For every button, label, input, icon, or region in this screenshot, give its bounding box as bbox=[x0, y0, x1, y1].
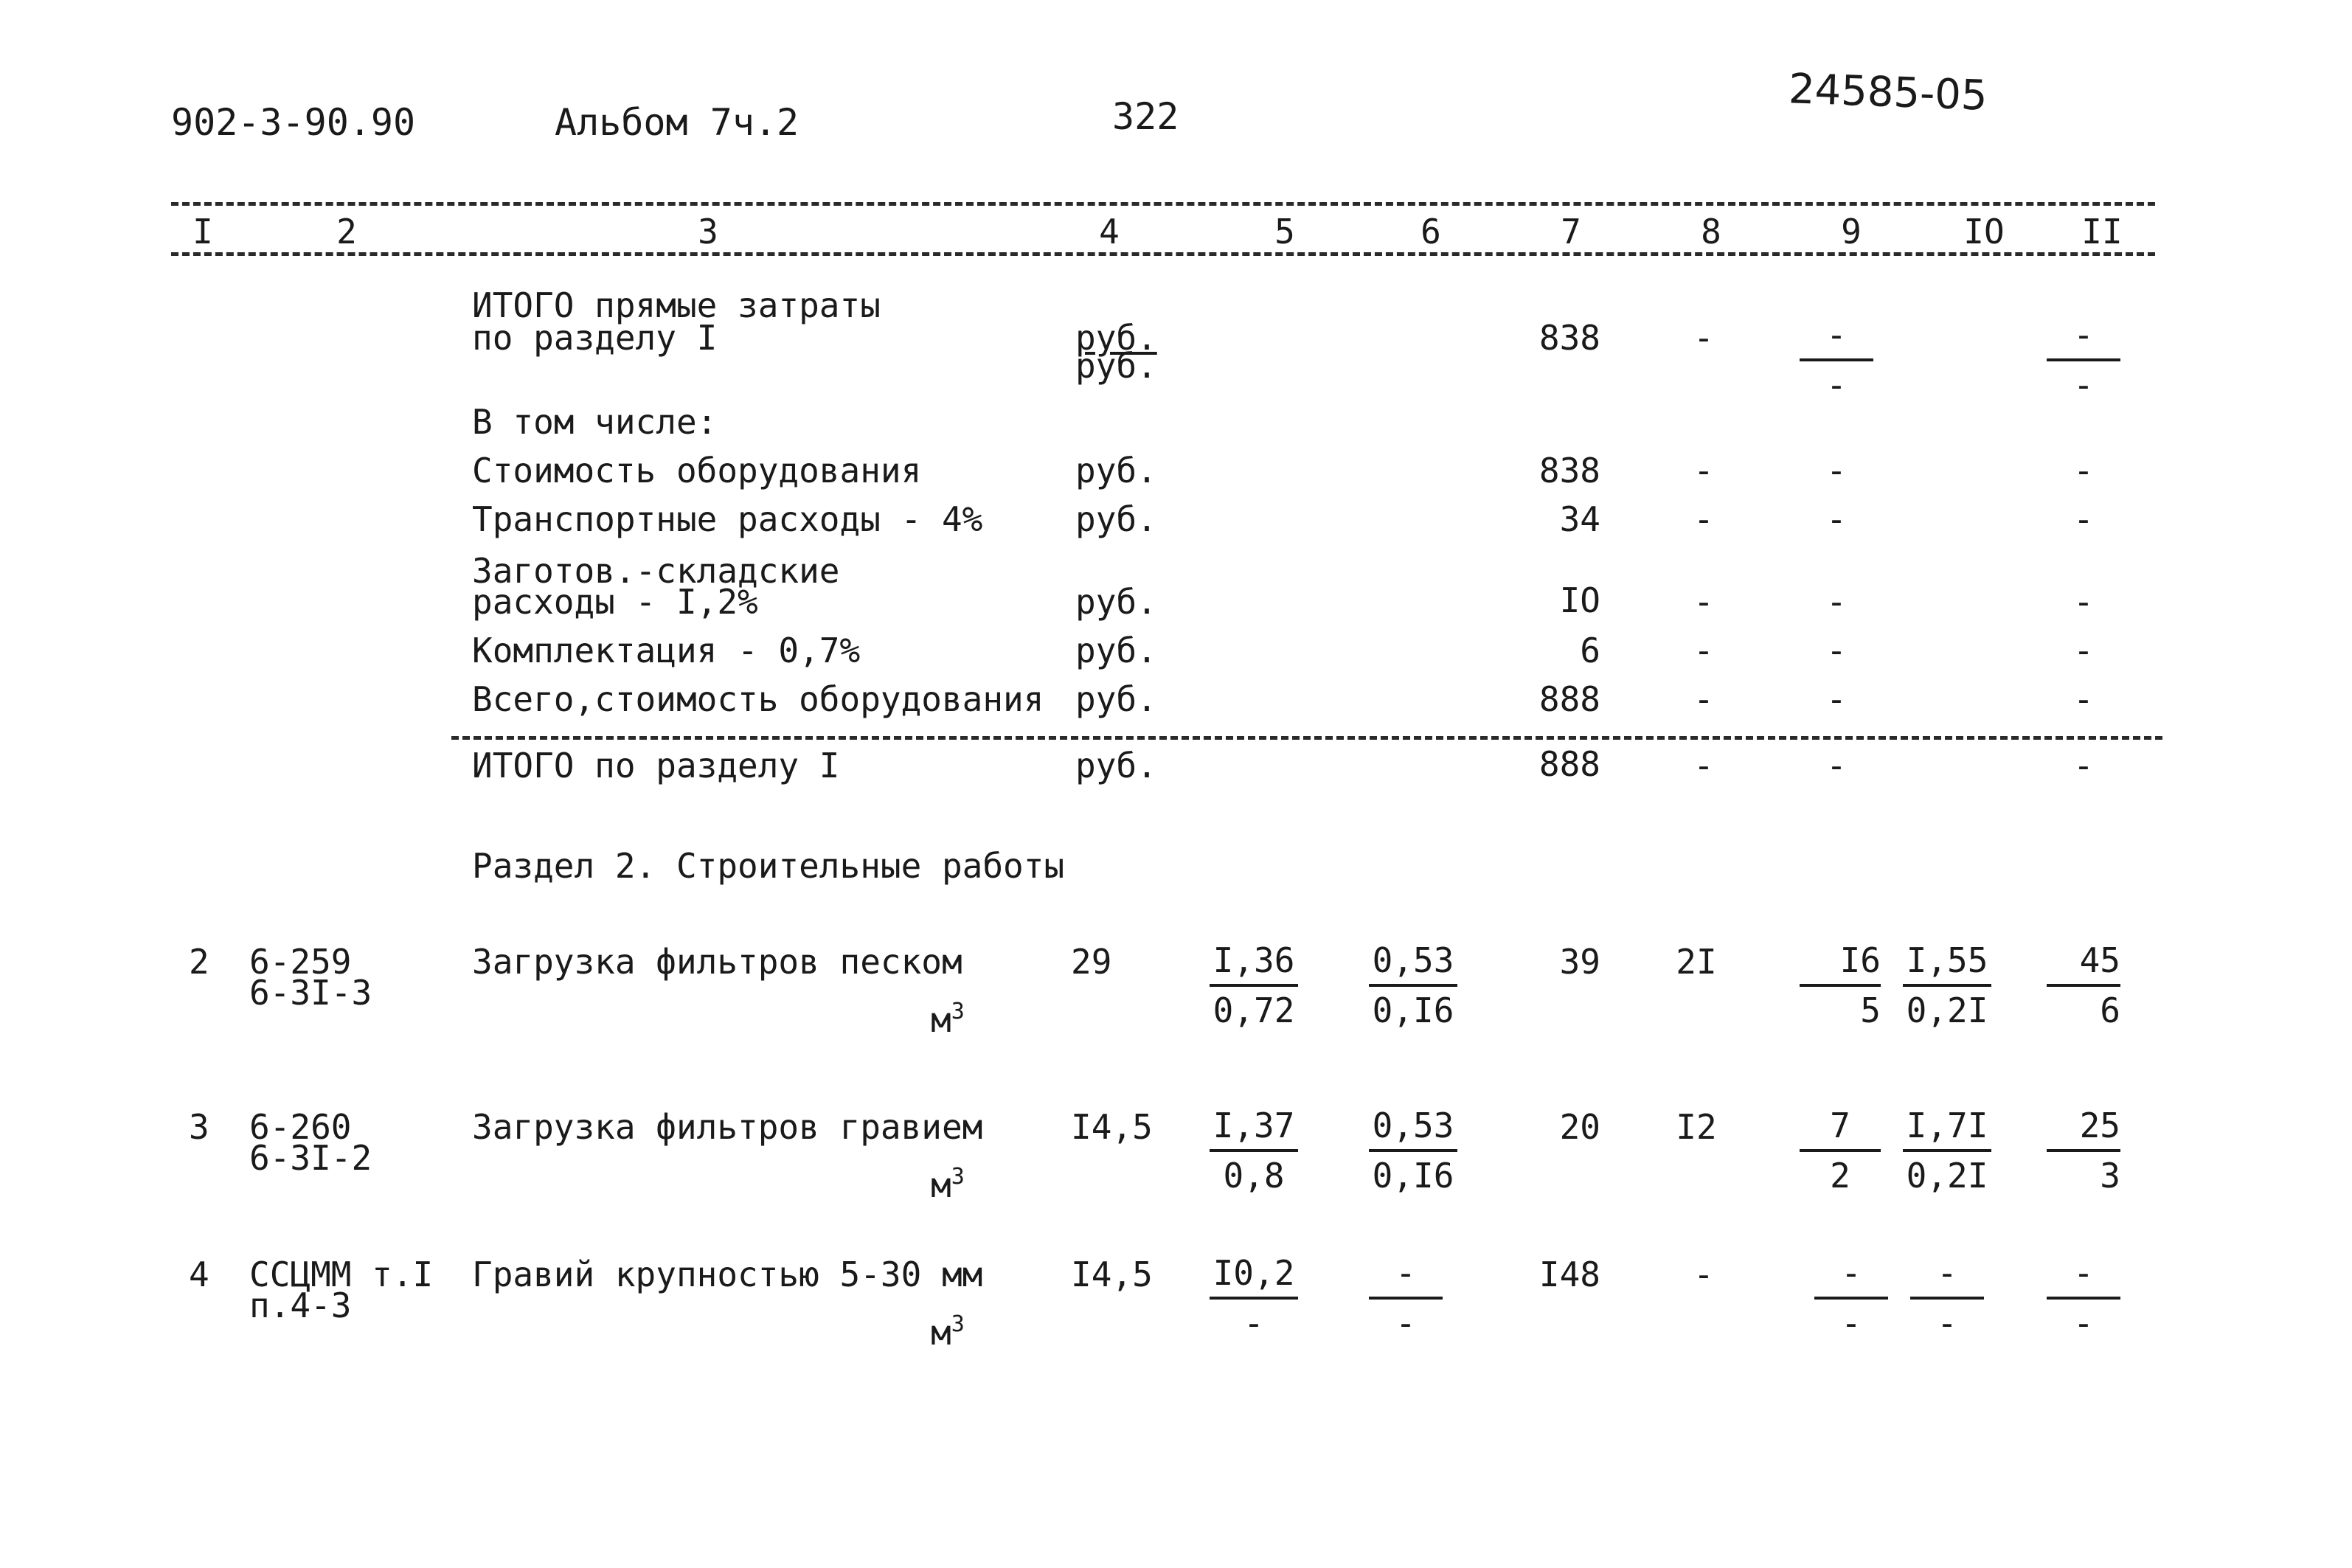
itogo-section-col9: - bbox=[1826, 746, 1847, 785]
row-col4: I4,5 bbox=[1071, 1107, 1153, 1147]
summary-row-label: Транспортные расходы - 4% bbox=[472, 499, 983, 539]
row-col9-d: 2 bbox=[1830, 1156, 1850, 1196]
col-7-header: 7 bbox=[1561, 212, 1581, 251]
zagot-col8: - bbox=[1693, 582, 1714, 622]
summary-row-col7: 888 bbox=[1538, 679, 1600, 719]
summary-row-col9: - bbox=[1826, 451, 1847, 490]
summary-row-unit: руб. bbox=[1075, 631, 1157, 670]
summary-row-unit: руб. bbox=[1075, 499, 1157, 539]
row-code-1: 6-260 bbox=[249, 1107, 352, 1147]
row-col10-n: I,55 bbox=[1903, 941, 1991, 987]
row-col7: I48 bbox=[1538, 1255, 1600, 1294]
row-col10-n: I,7I bbox=[1903, 1106, 1991, 1152]
col-3-header: 3 bbox=[698, 212, 718, 251]
row-col10 bbox=[1903, 941, 1991, 1030]
row-code-2: п.4-3 bbox=[249, 1286, 352, 1325]
row-number: 4 bbox=[189, 1255, 209, 1294]
row-unit-base: м bbox=[931, 1313, 951, 1353]
row-col11-d: 6 bbox=[2100, 991, 2120, 1030]
col-2-header: 2 bbox=[336, 212, 357, 251]
summary-row-col8: - bbox=[1693, 679, 1714, 719]
itogo-direct-unit-bottom: руб. bbox=[1075, 346, 1157, 386]
summary-row-col11: - bbox=[2073, 451, 2094, 490]
row-col4: I4,5 bbox=[1071, 1255, 1153, 1294]
summary-row-col7: 34 bbox=[1559, 499, 1600, 539]
row-name: Гравий крупностью 5-30 мм bbox=[472, 1255, 983, 1294]
zagot-col7: IO bbox=[1559, 580, 1600, 620]
row-col10 bbox=[1903, 1106, 1991, 1195]
row-col9-d: 5 bbox=[1860, 991, 1881, 1030]
row-col6 bbox=[1369, 1106, 1457, 1195]
row-col5-d: 0,72 bbox=[1213, 991, 1295, 1030]
row-col5-n: I,37 bbox=[1210, 1106, 1298, 1152]
page-number: 322 bbox=[1112, 95, 1179, 138]
row-col6-d: 0,I6 bbox=[1372, 991, 1454, 1030]
row-col8: I2 bbox=[1676, 1107, 1717, 1147]
row-col8: - bbox=[1693, 1255, 1714, 1294]
row-col7: 39 bbox=[1559, 942, 1600, 982]
row-col6-n: 0,53 bbox=[1369, 941, 1457, 987]
col-4-header: 4 bbox=[1099, 212, 1120, 251]
summary-row-unit: руб. bbox=[1075, 451, 1157, 490]
row-col5-n: I0,2 bbox=[1210, 1254, 1298, 1300]
itogo-section-col8: - bbox=[1693, 746, 1714, 785]
section2-title: Раздел 2. Строительные работы bbox=[472, 846, 1065, 886]
row-col5-n: I,36 bbox=[1210, 941, 1298, 987]
handwritten-stamp: 24585-05 bbox=[1787, 65, 1988, 120]
itogo-direct-col11-n: - bbox=[2047, 316, 2120, 361]
row-col7: 20 bbox=[1559, 1107, 1600, 1147]
summary-row-col8: - bbox=[1693, 631, 1714, 670]
row-col9-d: - bbox=[1841, 1303, 1862, 1343]
header-top-dash bbox=[171, 202, 2155, 206]
itogo-direct-label-1: ИТОГО прямые затраты bbox=[472, 285, 881, 325]
row-col5 bbox=[1210, 1254, 1298, 1342]
row-col9-n: I6 bbox=[1800, 941, 1881, 987]
row-col6-d: - bbox=[1395, 1303, 1416, 1343]
row-code-2: 6-3I-3 bbox=[249, 973, 372, 1013]
zagot-label-2: расходы - I,2% bbox=[472, 582, 758, 622]
incl-label: В том числе: bbox=[472, 402, 718, 442]
summary-row-unit: руб. bbox=[1075, 679, 1157, 719]
row-name: Загрузка фильтров песком bbox=[472, 942, 962, 982]
row-col4: 29 bbox=[1071, 942, 1112, 982]
itogo-direct-label-2: по разделу I bbox=[472, 318, 718, 358]
row-col6-n: - bbox=[1369, 1254, 1443, 1300]
summary-row-col9: - bbox=[1826, 631, 1847, 670]
row-col5 bbox=[1210, 941, 1298, 1030]
summary-row-label: Всего,стоимость оборудования bbox=[472, 679, 1044, 719]
row-col11 bbox=[2047, 941, 2120, 1030]
col-9-header: 9 bbox=[1841, 212, 1862, 251]
itogo-direct-col9 bbox=[1800, 316, 1873, 404]
row-unit-base: м bbox=[931, 1165, 951, 1205]
row-col9 bbox=[1800, 941, 1881, 1030]
header-bottom-dash bbox=[171, 252, 2155, 256]
itogo-direct-col8: - bbox=[1693, 318, 1714, 358]
album-label: Альбом 7ч.2 bbox=[555, 101, 799, 144]
col-5-header: 5 bbox=[1274, 212, 1295, 251]
row-col9-n: - bbox=[1814, 1254, 1888, 1300]
row-col10-d: 0,2I bbox=[1906, 991, 1988, 1030]
itogo-direct-col9-n: - bbox=[1800, 316, 1873, 361]
row-col5-d: 0,8 bbox=[1223, 1156, 1285, 1196]
col-10-header: IO bbox=[1963, 212, 2005, 251]
row-col11 bbox=[2047, 1254, 2120, 1342]
itogo-direct-col7: 838 bbox=[1538, 318, 1600, 358]
row-col11-n: 25 bbox=[2047, 1106, 2120, 1152]
row-col11-n: 45 bbox=[2047, 941, 2120, 987]
summary-row-col8: - bbox=[1693, 451, 1714, 490]
summary-row-label: Стоимость оборудования bbox=[472, 451, 922, 490]
itogo-direct-col11 bbox=[2047, 316, 2120, 404]
col-1-header: I bbox=[192, 212, 213, 251]
row-col11-d: 3 bbox=[2100, 1156, 2120, 1196]
summary-row-col9: - bbox=[1826, 499, 1847, 539]
row-col10 bbox=[1910, 1254, 1984, 1342]
row-unit-sup: 3 bbox=[951, 999, 965, 1024]
row-code-2: 6-3I-2 bbox=[249, 1138, 372, 1178]
itogo-section-label: ИТОГО по разделу I bbox=[472, 746, 840, 785]
summary-row-col11: - bbox=[2073, 631, 2094, 670]
itogo-direct-col9-d: - bbox=[1826, 365, 1847, 405]
row-unit bbox=[931, 993, 965, 1039]
itogo-section-col7: 888 bbox=[1538, 744, 1600, 784]
summary-row-col7: 838 bbox=[1538, 451, 1600, 490]
row-unit-base: м bbox=[931, 1000, 951, 1040]
row-number: 2 bbox=[189, 942, 209, 982]
row-col6 bbox=[1369, 941, 1457, 1030]
row-code-1: 6-259 bbox=[249, 942, 352, 982]
itogo-direct-col11-d: - bbox=[2073, 365, 2094, 405]
row-col5 bbox=[1210, 1106, 1298, 1195]
row-col11-d: - bbox=[2073, 1303, 2094, 1343]
col-6-header: 6 bbox=[1420, 212, 1441, 251]
row-col10-d: 0,2I bbox=[1906, 1156, 1988, 1196]
summary-row-col7: 6 bbox=[1580, 631, 1600, 670]
zagot-col9: - bbox=[1826, 582, 1847, 622]
row-number: 3 bbox=[189, 1107, 209, 1147]
itogo-direct-unit-top: руб. bbox=[1075, 318, 1157, 358]
row-col11-n: - bbox=[2047, 1254, 2120, 1300]
summary-row-col9: - bbox=[1826, 679, 1847, 719]
summary-row-label: Комплектация - 0,7% bbox=[472, 631, 861, 670]
zagot-label-1: Заготов.-складские bbox=[472, 551, 840, 591]
row-col10-n: - bbox=[1910, 1254, 1984, 1300]
col-8-header: 8 bbox=[1701, 212, 1721, 251]
row-col5-d: - bbox=[1243, 1303, 1264, 1343]
row-code-1: ССЦММ т.I bbox=[249, 1255, 434, 1294]
row-col9-n: 7 bbox=[1800, 1106, 1881, 1152]
row-name: Загрузка фильтров гравием bbox=[472, 1107, 983, 1147]
summary-row-col11: - bbox=[2073, 679, 2094, 719]
col-11-header: II bbox=[2081, 212, 2123, 251]
row-col9 bbox=[1814, 1254, 1888, 1342]
row-unit bbox=[931, 1305, 965, 1352]
document-code: 902-3-90.90 bbox=[171, 101, 416, 144]
row-col9 bbox=[1800, 1106, 1881, 1195]
row-col6-n: 0,53 bbox=[1369, 1106, 1457, 1152]
summary-row-col11: - bbox=[2073, 499, 2094, 539]
zagot-col11: - bbox=[2073, 582, 2094, 622]
section-total-dash bbox=[451, 736, 2162, 740]
row-col6-d: 0,I6 bbox=[1372, 1156, 1454, 1196]
row-unit-sup: 3 bbox=[951, 1164, 965, 1190]
itogo-section-unit: руб. bbox=[1075, 746, 1157, 785]
row-unit-sup: 3 bbox=[951, 1311, 965, 1337]
row-col6 bbox=[1369, 1254, 1443, 1342]
summary-row-col8: - bbox=[1693, 499, 1714, 539]
zagot-unit: руб. bbox=[1075, 582, 1157, 622]
row-unit bbox=[931, 1158, 965, 1204]
row-col11 bbox=[2047, 1106, 2120, 1195]
itogo-section-col11: - bbox=[2073, 746, 2094, 785]
row-col10-d: - bbox=[1937, 1303, 1957, 1343]
row-col8: 2I bbox=[1676, 942, 1717, 982]
